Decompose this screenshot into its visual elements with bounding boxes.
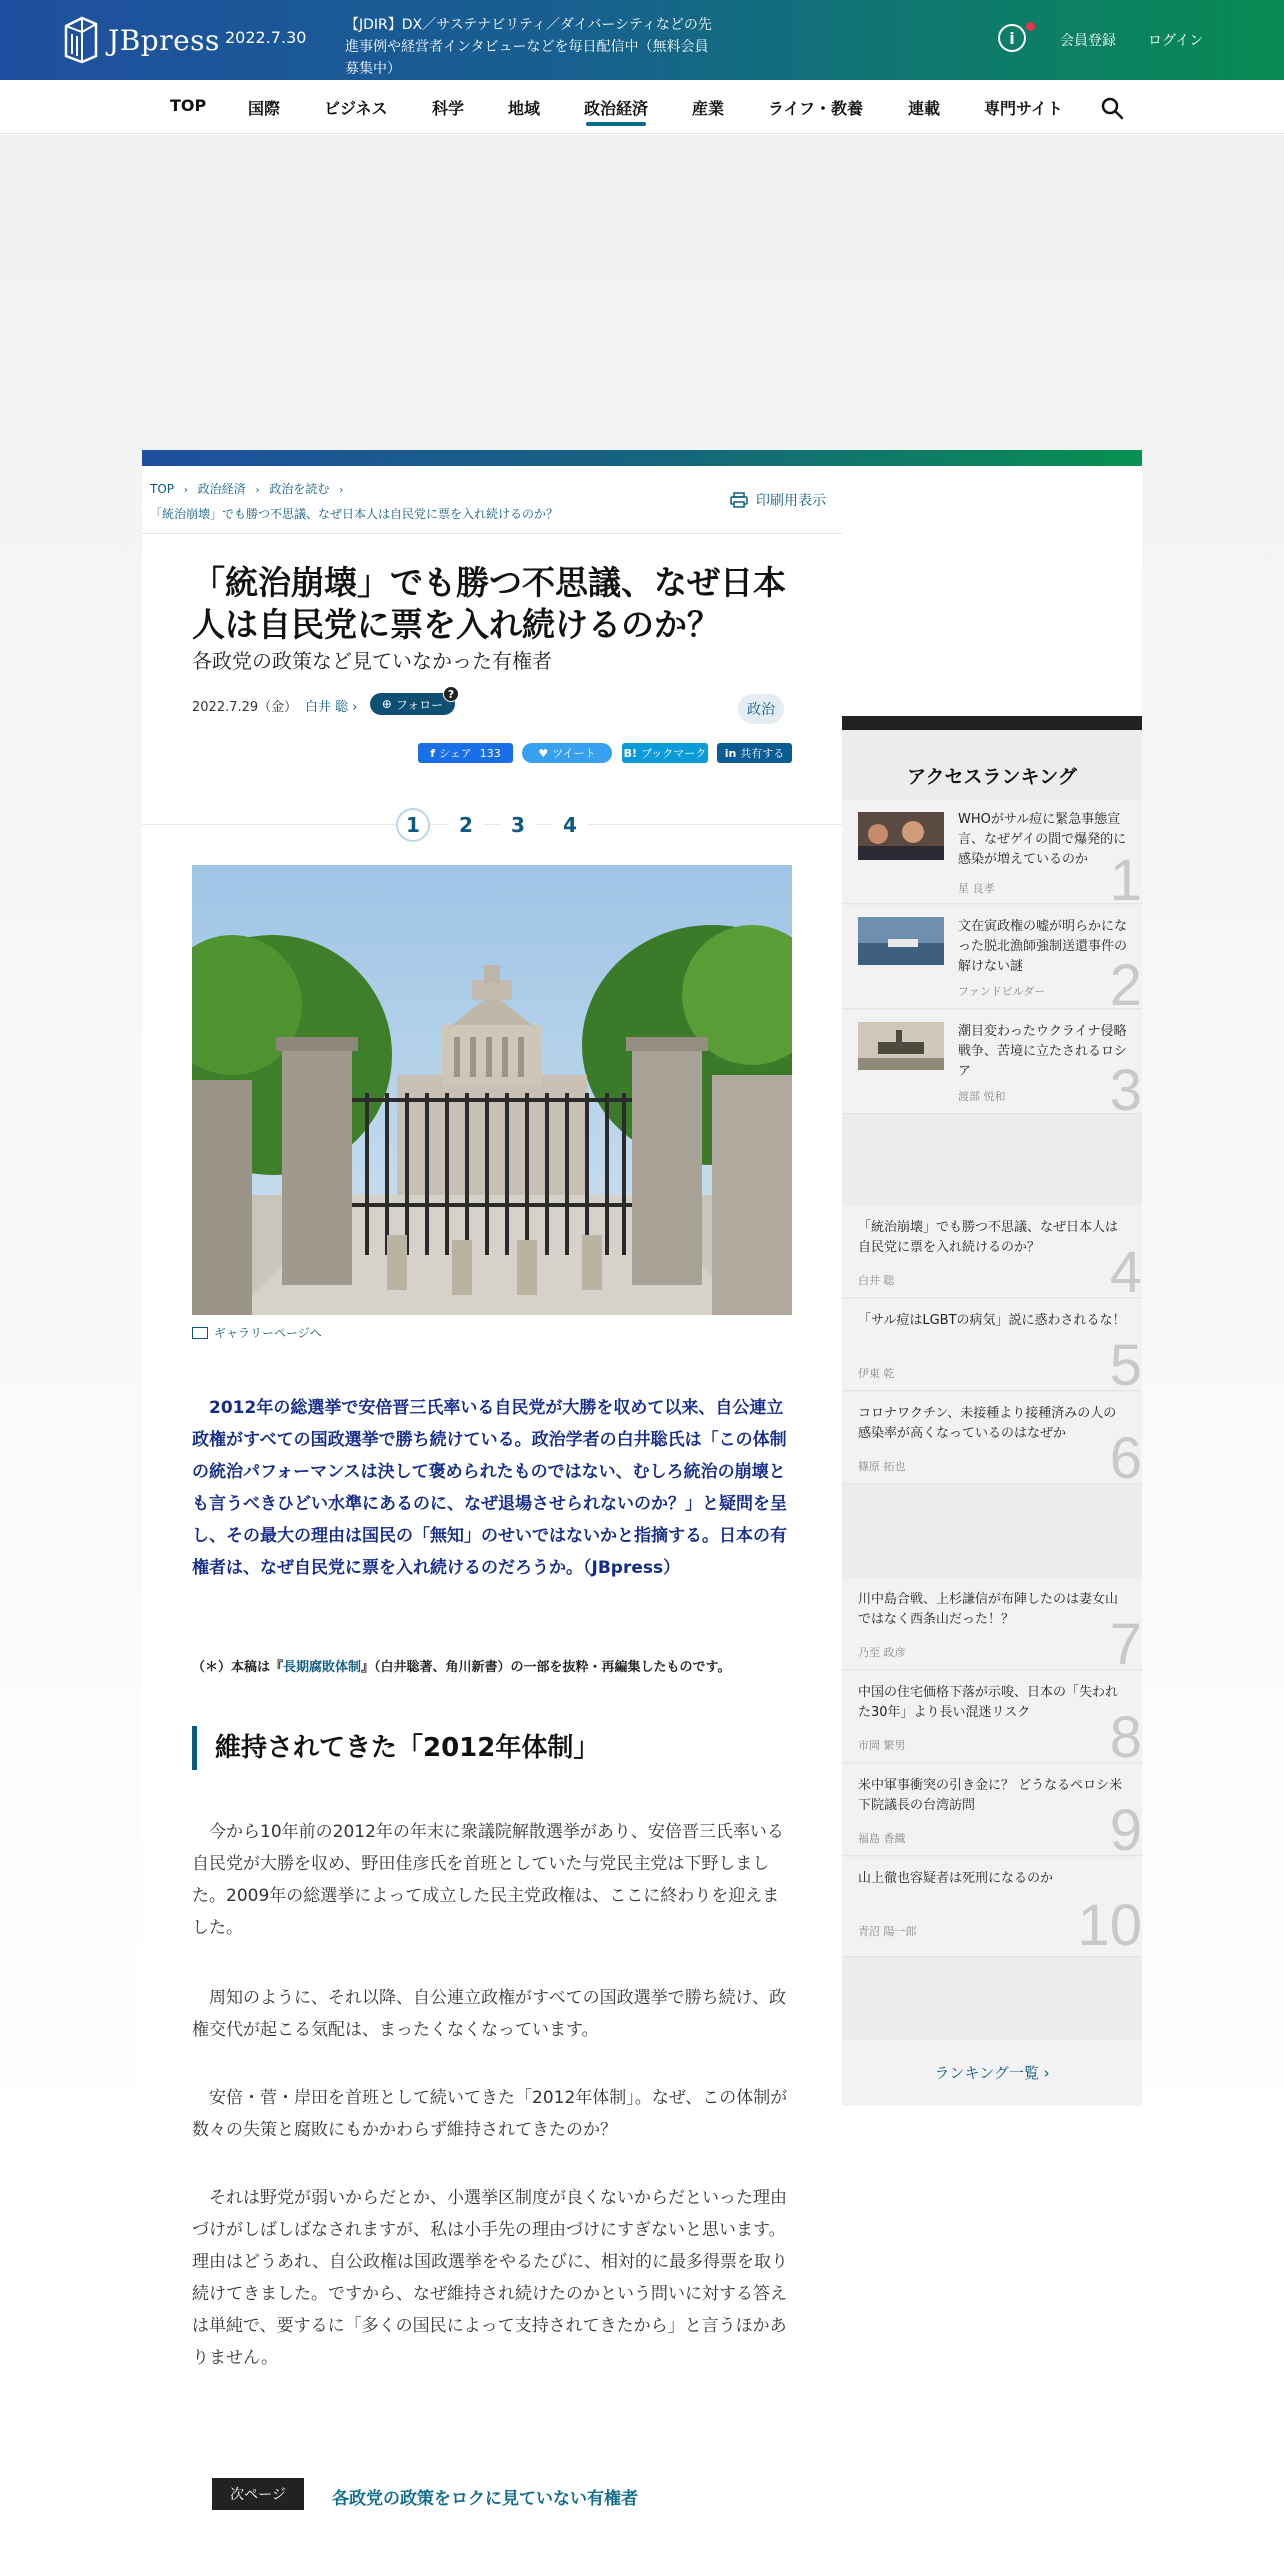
ranking-item-number: 1 <box>1109 848 1142 904</box>
nav-item-life-culture[interactable]: ライフ・教養 <box>768 99 864 118</box>
ranking-thumbnail <box>858 917 944 965</box>
note-suffix: 』（白井聡著、角川新書）の一部を抜粋・再編集したものです。 <box>361 1660 731 1675</box>
ranking-item-author: 市岡 繁男 <box>858 1739 906 1752</box>
breadcrumb-current: 「統治崩壊」でも勝つ不思議、なぜ日本人は自民党に票を入れ続けるのか？ <box>150 507 559 521</box>
ranking-item-number: 8 <box>1109 1705 1142 1763</box>
top-header-bar <box>0 0 1284 80</box>
linkedin-label: 共有する <box>740 747 785 760</box>
next-page-link[interactable]: 各政党の政策をロクに見ていない有権者 <box>332 2489 638 2509</box>
ranking-item-title: 山上徹也容疑者は死刑になるのか <box>858 1871 1054 1886</box>
ranking-item-author: 篠原 拓也 <box>858 1460 906 1473</box>
ranking-item-title: 川中島合戦、上杉謙信が布陣したのは妻女山ではなく西条山だった！？ <box>858 1592 1119 1627</box>
ranking-item-2[interactable] <box>842 905 1142 1009</box>
ranking-title: アクセスランキング <box>907 766 1077 788</box>
category-tag[interactable]: 政治 <box>738 694 784 724</box>
ranking-item-number: 4 <box>1109 1240 1142 1298</box>
ranking-item-4[interactable] <box>842 1206 1142 1298</box>
notification-dot <box>1026 22 1035 31</box>
pager-page-3[interactable]: 3 <box>501 808 535 842</box>
nav-item-region[interactable]: 地域 <box>508 99 541 118</box>
sidebar-top-space <box>842 466 1142 716</box>
breadcrumb <box>150 480 349 497</box>
site-logo[interactable] <box>62 16 220 64</box>
ranking-all-link[interactable] <box>842 2040 1142 2106</box>
ranking-header-bar <box>842 716 1142 730</box>
ranking-item-number: 7 <box>1109 1612 1142 1670</box>
print-view-link[interactable] <box>730 490 826 510</box>
ranking-item-6[interactable] <box>842 1392 1142 1484</box>
book-link[interactable]: 長期腐敗体制 <box>283 1660 362 1675</box>
nav-item-business[interactable]: ビジネス <box>324 99 388 118</box>
ranking-item-author: 青沼 陽一郎 <box>858 1925 917 1938</box>
breadcrumb-politics[interactable]: 政治を読む <box>269 482 330 496</box>
twitter-share-button[interactable] <box>522 743 612 763</box>
article-paragraph: 周知のように、それ以降、自公連立政権がすべての国政選挙で勝ち続け、政権交代が起こる気配は、まったくなくなっています。 <box>192 1988 786 2040</box>
ranking-item-number: 5 <box>1109 1333 1142 1391</box>
ranking-item-author: 渡部 悦和 <box>958 1090 1006 1103</box>
breadcrumb-politics-economy[interactable]: 政治経済 <box>197 482 246 496</box>
help-icon[interactable]: ? <box>443 686 459 702</box>
ranking-item-title: 米中軍事衝突の引き金に？ どうなるペロシ米下院議長の台湾訪問 <box>858 1778 1123 1813</box>
pager-line <box>142 824 842 825</box>
breadcrumb-top[interactable]: TOP <box>150 482 175 496</box>
image-gallery-icon <box>192 1327 208 1339</box>
twitter-icon: ♥ <box>538 746 549 760</box>
logo-mark-icon <box>62 16 100 64</box>
header-notice-link[interactable]: 【JDIR】DX／サステナビリティ／ダイバーシティなどの先進事例や経営者インタビューなどを毎日配信中（無料会員募集中） <box>345 17 712 77</box>
nav-item-politics-economy[interactable]: 政治経済 <box>584 99 649 118</box>
follow-button[interactable] <box>370 693 455 715</box>
ranking-thumbnail <box>858 1022 944 1070</box>
chevron-right-icon: › <box>255 485 260 496</box>
ranking-item-1[interactable] <box>842 800 1142 904</box>
ranking-item-author: 伊東 乾 <box>858 1367 895 1380</box>
article-date: 2022.7.29（金） <box>192 700 298 715</box>
facebook-share-count: 133 <box>479 746 501 760</box>
chevron-right-icon: › <box>183 485 188 496</box>
ad-space <box>0 135 1284 450</box>
info-icon[interactable]: i <box>998 24 1026 52</box>
ranking-item-title: 文在寅政権の嘘が明らかになった脱北漁師強制送還事件の解けない謎 <box>958 919 1128 974</box>
header-date: 2022.7.30 <box>225 28 307 47</box>
logo-text: JBpress <box>108 23 220 57</box>
ranking-item-title: 「統治崩壊」でも勝つ不思議、なぜ日本人は自民党に票を入れ続けるのか？ <box>858 1220 1119 1255</box>
note-prefix: （＊）本稿は『 <box>192 1660 284 1675</box>
ranking-item-number: 9 <box>1109 1798 1142 1856</box>
author-name: 白井 聡 <box>305 700 349 715</box>
ranking-thumbnail <box>858 812 944 860</box>
content-accent-bar <box>142 450 1142 466</box>
hatena-bookmark-button[interactable] <box>622 743 708 763</box>
breadcrumb-divider <box>142 533 842 534</box>
section-heading: 維持されてきた「2012年体制」 <box>192 1726 792 1770</box>
add-user-icon: ⊕ <box>381 697 392 711</box>
ranking-item-title: 潮目変わったウクライナ侵略戦争、苦境に立たされるロシア <box>958 1024 1128 1079</box>
facebook-share-label: シェア <box>439 747 472 760</box>
nav-active-indicator <box>586 122 646 126</box>
ranking-item-author: 白井 聡 <box>858 1274 895 1287</box>
article-note <box>192 1656 792 1675</box>
nav-item-series[interactable]: 連載 <box>908 99 941 118</box>
ranking-item-title: 中国の住宅価格下落が示唆、日本の「失われた30年」より長い混迷リスク <box>858 1685 1119 1720</box>
ranking-item-author: 乃至 政彦 <box>858 1646 906 1659</box>
printer-icon <box>730 492 748 508</box>
ranking-item-3[interactable] <box>842 1010 1142 1114</box>
ranking-item-7[interactable] <box>842 1578 1142 1670</box>
ranking-item-9[interactable] <box>842 1764 1142 1856</box>
author-link[interactable]: 白井 聡 › <box>305 700 358 715</box>
gallery-label: ギャラリーページへ <box>214 1326 322 1340</box>
member-register-link[interactable]: 会員登録 <box>1060 33 1116 49</box>
ranking-item-number: 2 <box>1109 953 1142 1009</box>
follow-label: フォロー <box>395 697 444 712</box>
article-subtitle: 各政党の政策など見ていなかった有権者 <box>192 649 552 673</box>
nav-item-top[interactable]: TOP <box>170 96 207 115</box>
article-paragraph: それは野党が弱いからだとか、小選挙区制度が良くないからだといった理由づけがしばしばなされますが、私は小手先の理由づけにすぎないと思います。理由はどうあれ、自公政権は国政選挙をやるたびに、相対的に最多得票を取り続けてきました。ですから、なぜ維持され続けたのかという問いに対する答えは単純で、要するに「多くの国民によって支持されてきたから」と言うほかありません。 <box>192 2188 789 2368</box>
pager-page-4[interactable]: 4 <box>553 808 587 842</box>
chevron-right-icon: › <box>1043 2064 1050 2082</box>
ranking-item-author: 星 良孝 <box>958 882 995 895</box>
chevron-right-icon: › <box>339 485 344 496</box>
ranking-item-title: コロナワクチン、未接種より接種済みの人の感染率が高くなっているのはなぜか <box>858 1406 1117 1441</box>
linkedin-share-button[interactable] <box>717 743 792 763</box>
ranking-item-number: 3 <box>1109 1058 1142 1114</box>
ranking-item-number: 6 <box>1109 1426 1142 1484</box>
twitter-share-label: ツイート <box>552 747 596 760</box>
login-link[interactable]: ログイン <box>1148 33 1204 49</box>
nav-item-international[interactable]: 国際 <box>248 99 281 118</box>
ranking-item-10[interactable] <box>842 1857 1142 1957</box>
nav-item-industry[interactable]: 産業 <box>692 99 725 118</box>
article-title: 「統治崩壊」でも勝つ不思議、なぜ日本人は自民党に票を入れ続けるのか？ <box>192 563 786 644</box>
hero-image[interactable] <box>192 865 792 1315</box>
hatena-label: ブックマーク <box>641 747 707 760</box>
nav-item-special-sites[interactable]: 専門サイト <box>984 99 1063 118</box>
gallery-link[interactable] <box>192 1324 322 1341</box>
article-paragraph: 今から10年前の2012年の年末に衆議院解散選挙があり、安倍晋三氏率いる自民党が大勝を収め、野田佳彦氏を首班としていた与党民主党は下野しました。2009年の総選挙によって成立した民主党政権は、ここに終わりを迎えました。 <box>192 1822 784 1938</box>
nav-item-science[interactable]: 科学 <box>432 99 465 118</box>
ranking-item-number: 10 <box>1077 1893 1142 1957</box>
article-paragraph: 安倍・菅・岸田を首班として続いてきた「2012年体制」。なぜ、この体制が数々の失策と腐敗にもかかわらず維持されてきたのか？ <box>192 2088 788 2140</box>
pager-page-2[interactable]: 2 <box>449 808 483 842</box>
linkedin-icon: in <box>724 746 737 760</box>
next-page-label[interactable]: 次ページ <box>212 2478 304 2510</box>
facebook-icon: f <box>430 746 435 760</box>
ranking-item-8[interactable] <box>842 1671 1142 1763</box>
ranking-item-5[interactable] <box>842 1299 1142 1391</box>
ranking-all-label: ランキング一覧 <box>934 2064 1039 2082</box>
ranking-item-title: WHOがサル痘に緊急事態宣言、なぜゲイの間で爆発的に感染が増えているのか <box>958 812 1127 867</box>
ranking-item-title: 「サル痘はLGBTの病気」説に惑わされるな！ <box>858 1313 1126 1328</box>
facebook-share-button[interactable] <box>418 743 513 763</box>
pager-page-1[interactable]: 1 <box>396 808 430 842</box>
ranking-item-author: 福島 香織 <box>858 1832 906 1845</box>
hatena-icon: B! <box>623 746 638 760</box>
article-lead: 2012年の総選挙で安倍晋三氏率いる自民党が大勝を収めて以来、自公連立政権がすべての国政選挙で勝ち続けている。政治学者の白井聡氏は「この体制の統治パフォーマンスは決して褒められたものではない、むしろ統治の崩壊とも言うべきひどい水準にあるのに、なぜ退場させられないのか？」と疑問を呈し、その最大の理由は国民の「無知」のせいではないかと指摘する。日本の有権者は、なぜ自民党に票を入れ続けるのだろうか。（JBpress） <box>192 1398 787 1578</box>
ranking-item-author: ファンドビルダー <box>958 985 1046 998</box>
print-view-label: 印刷用表示 <box>756 493 826 509</box>
search-icon[interactable] <box>1100 96 1124 120</box>
